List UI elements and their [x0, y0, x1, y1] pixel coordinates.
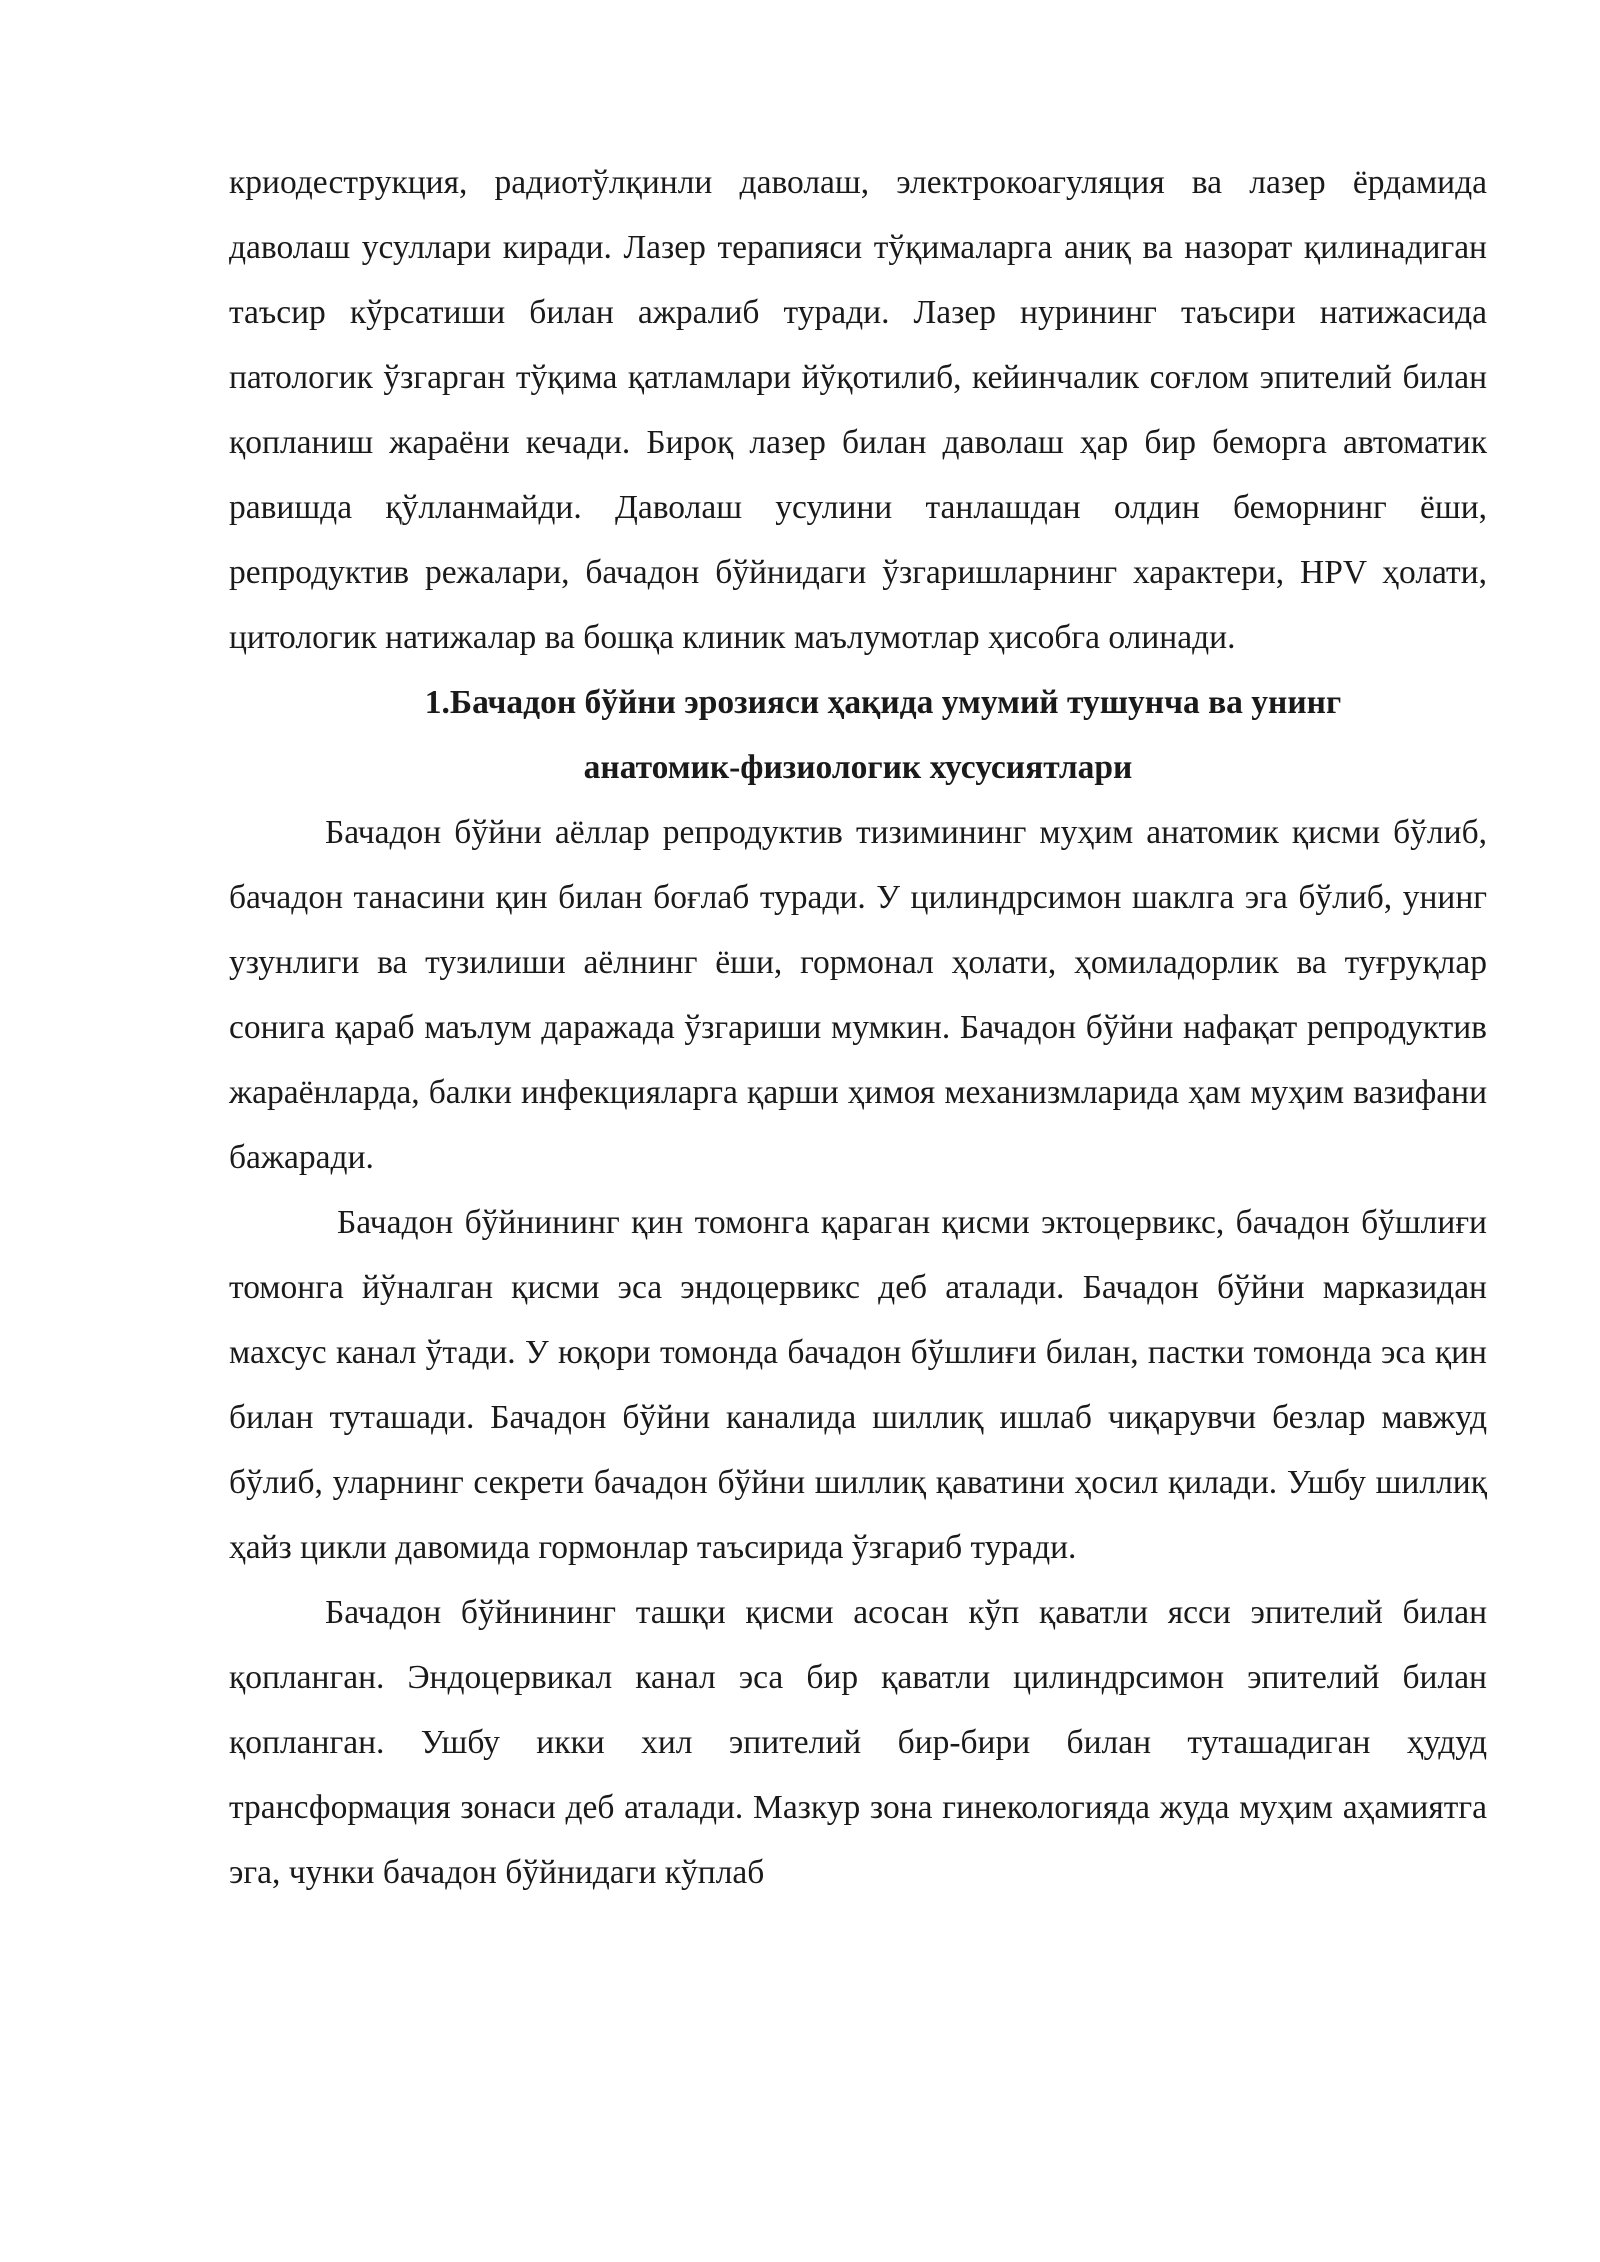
paragraph-cervix-structure: Бачадон бўйнининг қин томонга қараган қисми эктоцервикс, бачадон бўшлиғи томонга йўналган қисми эса эндоцервикс деб аталади. Бачадон бўйни марказидан махсус канал ўтади. У юқори томонда бачадон бўшлиғи билан, пастки томонда эса қин билан туташади. Бачадон бўйни каналида шиллиқ ишлаб чиқарувчи безлар мавжуд бўлиб, уларнинг секрети бачадон бўйни шиллиқ қаватини ҳосил қилади. Ушбу шиллиқ ҳайз цикли давомида гормонлар таъсирида ўзгариб туради.	[229, 1204, 1487, 1566]
section-heading-line2: анатомик-физиологик хусусиятлари	[583, 749, 1133, 786]
paragraph-epithelium: Бачадон бўйнининг ташқи қисми асосан кўп қаватли ясси эпителий билан қопланган. Эндоцервикал канал эса бир қаватли цилиндрсимон эпителий билан қопланган. Ушбу икки хил эпителий бир-бири билан туташадиган ҳудуд трансформация зонаси деб аталади. Мазкур зона гинекологияда жуда муҳим аҳамиятга эга, чунки бачадон бўйнидаги кўплаб	[229, 1594, 1487, 1891]
section-heading	[229, 670, 1487, 800]
section-heading-line1: 1.Бачадон бўйни эрозияси ҳақида умумий тушунча ва унинг	[424, 684, 1342, 721]
paragraph-intro: криодеструкция, радиотўлқинли даволаш, электрокоагуляция ва лазер ёрдамида даволаш усуллари киради. Лазер терапияси тўқималарга аниқ ва назорат қилинадиган таъсир кўрсатиши билан ажралиб туради. Лазер нурининг таъсири натижасида патологик ўзгарган тўқима қатламлари йўқотилиб, кейинчалик соғлом эпителий билан қопланиш жараёни кечади. Бироқ лазер билан даволаш ҳар бир беморга автоматик равишда қўлланмайди. Даволаш усулини танлашдан олдин беморнинг ёши, репродуктив режалари, бачадон бўйнидаги ўзгаришларнинг характери, HPV ҳолати, цитологик натижалар ва бошқа клиник маълумотлар ҳисобга олинади.	[229, 164, 1487, 656]
document-body	[229, 150, 1487, 1905]
paragraph-cervix-overview: Бачадон бўйни аёллар репродуктив тизимининг муҳим анатомик қисми бўлиб, бачадон танасини қин билан боғлаб туради. У цилиндрсимон шаклга эга бўлиб, унинг узунлиги ва тузилиши аёлнинг ёши, гормонал ҳолати, ҳомиладорлик ва туғруқлар сонига қараб маълум даражада ўзгариши мумкин. Бачадон бўйни нафақат репродуктив жараёнларда, балки инфекцияларга қарши ҳимоя механизмларида ҳам муҳим вазифани бажаради.	[229, 814, 1487, 1176]
